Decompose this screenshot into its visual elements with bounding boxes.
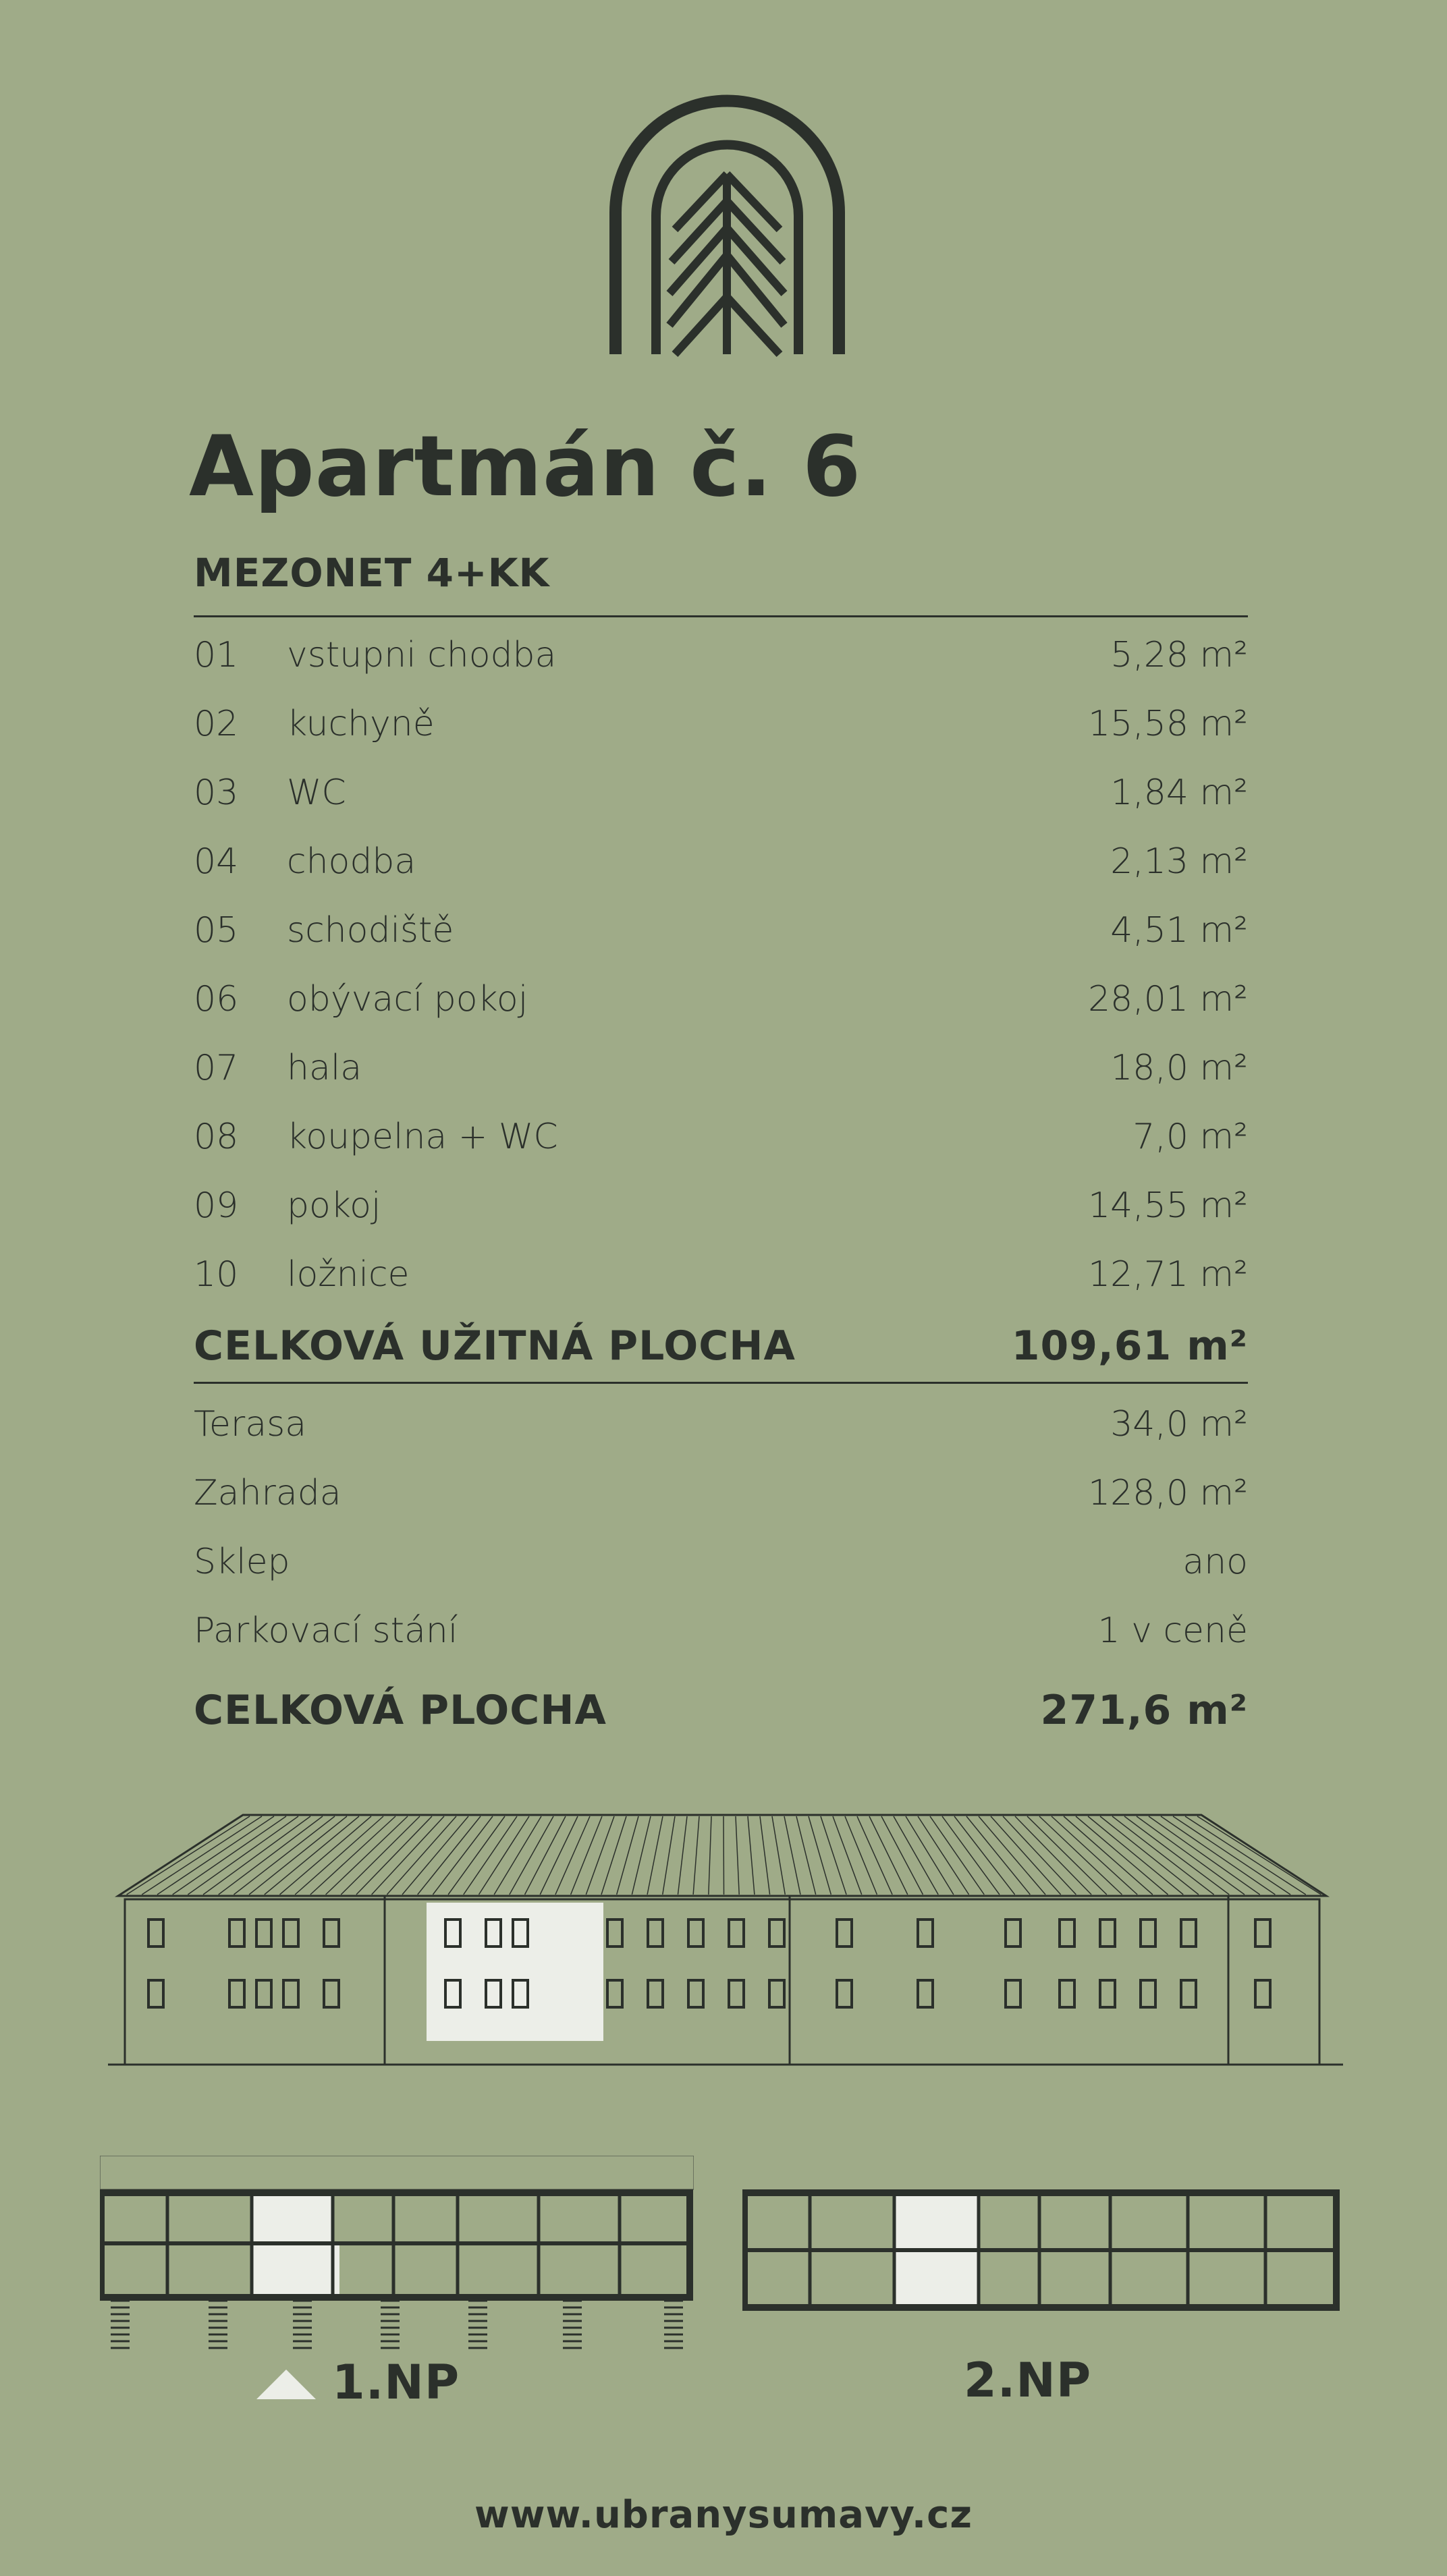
room-list — [194, 621, 1248, 1309]
room-number: 03 — [194, 773, 239, 813]
room-name: schodiště — [287, 910, 454, 951]
extra-value: 128,0 m² — [1088, 1473, 1248, 1513]
room-area: 15,58 m² — [1088, 704, 1248, 744]
extra-name: Zahrada — [194, 1473, 342, 1513]
room-area: 18,0 m² — [1110, 1048, 1248, 1088]
floor-label-2np: 2.NP — [964, 2353, 1092, 2408]
floor-plan-2np — [742, 2189, 1340, 2318]
room-name: ložnice — [287, 1254, 410, 1295]
extras-list — [194, 1390, 1248, 1665]
room-number: 05 — [194, 910, 239, 951]
room-name: pokoj — [287, 1185, 381, 1226]
extra-name: Sklep — [194, 1542, 290, 1582]
room-number: 08 — [194, 1117, 239, 1157]
extra-name: Terasa — [194, 1404, 307, 1445]
triangle-up-icon — [256, 2370, 316, 2399]
room-area: 4,51 m² — [1110, 910, 1248, 951]
room-area: 2,13 m² — [1110, 841, 1248, 882]
room-name: vstupni chodba — [287, 635, 557, 675]
grand-total-value: 271,6 m² — [1040, 1687, 1248, 1734]
usable-area-label: CELKOVÁ UŽITNÁ PLOCHA — [194, 1322, 796, 1370]
room-area: 7,0 m² — [1132, 1117, 1248, 1157]
list-item — [194, 965, 1248, 1034]
room-number: 02 — [194, 704, 239, 744]
extra-name: Parkovací stání — [194, 1611, 458, 1651]
room-name: obývací pokoj — [287, 979, 528, 1019]
usable-area-value: 109,61 m² — [1011, 1322, 1248, 1370]
list-item — [194, 1459, 1248, 1528]
list-item — [194, 1171, 1248, 1240]
extra-value: 34,0 m² — [1110, 1404, 1248, 1445]
arch-tree-logo — [607, 94, 847, 358]
room-area: 14,55 m² — [1088, 1185, 1248, 1226]
room-name: hala — [287, 1048, 362, 1088]
list-item — [194, 1102, 1248, 1171]
list-item — [194, 758, 1248, 827]
room-number: 07 — [194, 1048, 239, 1088]
room-number: 06 — [194, 979, 239, 1019]
list-item — [194, 621, 1248, 690]
room-area: 1,84 m² — [1110, 773, 1248, 813]
room-name: chodba — [287, 841, 416, 882]
grand-total-label: CELKOVÁ PLOCHA — [194, 1687, 607, 1734]
list-item — [194, 1034, 1248, 1102]
list-item — [194, 1528, 1248, 1596]
website-url[interactable]: www.ubranysumavy.cz — [474, 2493, 973, 2537]
room-area: 28,01 m² — [1088, 979, 1248, 1019]
room-name: WC — [287, 773, 346, 813]
room-number: 09 — [194, 1185, 239, 1226]
divider — [194, 1382, 1248, 1384]
divider — [194, 615, 1248, 617]
list-item — [194, 896, 1248, 965]
usable-area-total — [194, 1322, 1248, 1370]
page-title: Apartmán č. 6 — [189, 418, 862, 515]
room-number: 10 — [194, 1254, 239, 1295]
list-item — [194, 827, 1248, 896]
extra-value: 1 v ceně — [1097, 1611, 1248, 1651]
room-area: 12,71 m² — [1088, 1254, 1248, 1295]
list-item — [194, 1390, 1248, 1459]
room-name: kuchyně — [287, 704, 435, 744]
apartment-type: MEZONET 4+KK — [194, 550, 550, 596]
room-area: 5,28 m² — [1110, 635, 1248, 675]
list-item — [194, 1240, 1248, 1309]
room-name: koupelna + WC — [287, 1117, 558, 1157]
room-number: 01 — [194, 635, 239, 675]
building-elevation — [94, 1808, 1350, 2078]
list-item — [194, 690, 1248, 758]
grand-total — [194, 1687, 1248, 1734]
extra-value: ano — [1182, 1542, 1248, 1582]
floor-plan-1np — [100, 2156, 694, 2358]
list-item — [194, 1596, 1248, 1665]
floor-label-1np: 1.NP — [332, 2355, 460, 2410]
room-number: 04 — [194, 841, 239, 882]
